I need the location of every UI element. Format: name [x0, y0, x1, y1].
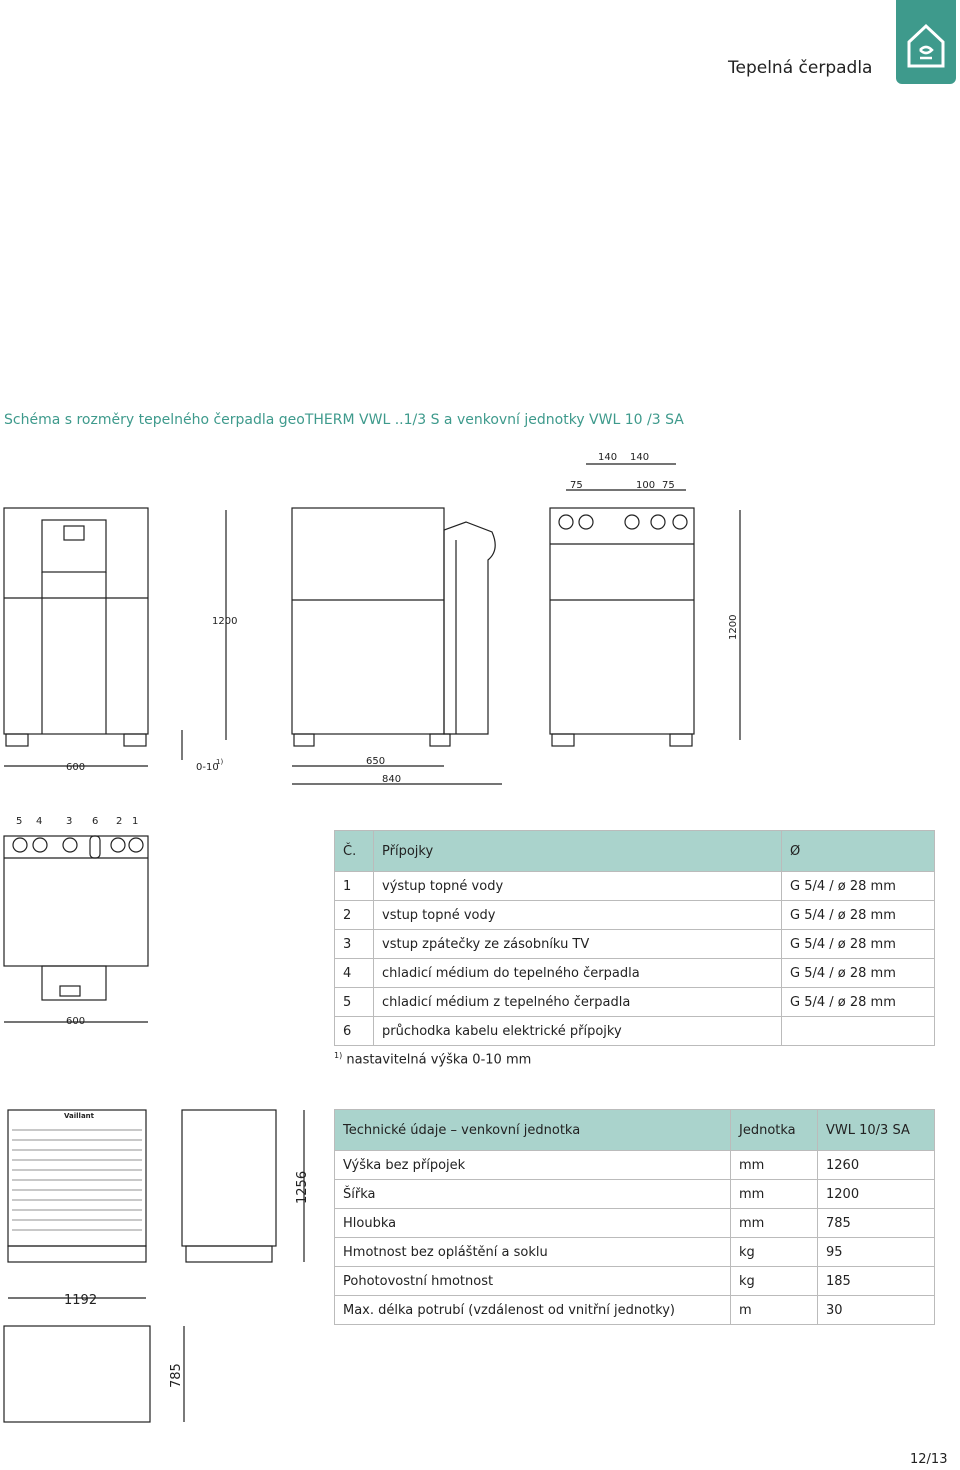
house-heat-pump-icon	[896, 0, 956, 84]
table-row	[335, 988, 935, 1017]
row-connection: chladicí médium do tepelného čerpadla	[374, 959, 782, 988]
page-number: 12/13	[910, 1452, 948, 1467]
row-value: 185	[818, 1267, 935, 1296]
table-row	[335, 901, 935, 930]
row-value: 95	[818, 1238, 935, 1267]
table-row	[335, 1296, 935, 1325]
dim-140-b: 140	[630, 452, 650, 463]
row-unit: m	[731, 1296, 818, 1325]
table-row	[335, 959, 935, 988]
table-row	[335, 1267, 935, 1296]
row-diameter: G 5/4 / ø 28 mm	[782, 959, 935, 988]
table-row	[335, 930, 935, 959]
table-row	[335, 1180, 935, 1209]
col-unit: Jednotka	[731, 1110, 818, 1151]
row-connection: průchodka kabelu elektrické přípojky	[374, 1017, 782, 1046]
row-unit: kg	[731, 1238, 818, 1267]
connector-2: 2	[116, 816, 123, 827]
row-parameter: Hmotnost bez opláštění a soklu	[335, 1238, 731, 1267]
dim-height-1200: 1200	[212, 616, 238, 627]
row-number: 3	[335, 930, 374, 959]
dim-width-600-b: 600	[66, 1016, 86, 1027]
row-diameter: G 5/4 / ø 28 mm	[782, 901, 935, 930]
row-unit: mm	[731, 1151, 818, 1180]
table-row	[335, 872, 935, 901]
tech-table	[334, 1109, 935, 1325]
dim-adjust-note: 1)	[216, 758, 224, 766]
row-value: 785	[818, 1209, 935, 1238]
header-title: Tepelná čerpadla	[728, 58, 873, 78]
connections-header-row	[335, 831, 935, 872]
dim-100: 100	[636, 480, 656, 491]
row-connection: chladicí médium z tepelného čerpadla	[374, 988, 782, 1017]
row-connection: vstup zpátečky ze zásobníku TV	[374, 930, 782, 959]
row-value: 1200	[818, 1180, 935, 1209]
table-row	[335, 1209, 935, 1238]
row-parameter: Pohotovostní hmotnost	[335, 1267, 731, 1296]
row-diameter: G 5/4 / ø 28 mm	[782, 930, 935, 959]
row-value: 1260	[818, 1151, 935, 1180]
tech-header-row	[335, 1110, 935, 1151]
dim-outdoor-width: 1192	[64, 1293, 98, 1308]
col-parameter: Technické údaje – venkovní jednotka	[335, 1110, 731, 1151]
connections-table	[334, 830, 935, 1046]
footnote	[334, 1051, 531, 1067]
col-connection: Přípojky	[374, 831, 782, 872]
connector-3: 3	[66, 816, 73, 827]
connector-5: 5	[16, 816, 23, 827]
section-title: Schéma s rozměry tepelného čerpadla geoTHERM VWL ..1/3 S a venkovní jednotky VWL 10 /3 SA	[4, 412, 684, 428]
row-connection: výstup topné vody	[374, 872, 782, 901]
connector-6: 6	[92, 816, 99, 827]
table-row	[335, 1017, 935, 1046]
col-number: Č.	[335, 831, 374, 872]
connector-1: 1	[132, 816, 139, 827]
dim-outdoor-height: 1256	[295, 1170, 310, 1204]
dim-outdoor-depth: 785	[169, 1363, 184, 1388]
row-number: 4	[335, 959, 374, 988]
row-number: 2	[335, 901, 374, 930]
row-diameter: G 5/4 / ø 28 mm	[782, 872, 935, 901]
table-row	[335, 1238, 935, 1267]
col-diameter: Ø	[782, 831, 935, 872]
col-value: VWL 10/3 SA	[818, 1110, 935, 1151]
row-unit: mm	[731, 1209, 818, 1238]
brand-label: Vaillant	[64, 1112, 95, 1120]
row-parameter: Šířka	[335, 1180, 731, 1209]
row-diameter: G 5/4 / ø 28 mm	[782, 988, 935, 1017]
row-value: 30	[818, 1296, 935, 1325]
row-number: 6	[335, 1017, 374, 1046]
dim-adjust: 0-10	[196, 762, 219, 773]
row-unit: mm	[731, 1180, 818, 1209]
footnote-mark: 1)	[334, 1051, 343, 1060]
dim-depth-840: 840	[382, 774, 402, 785]
connector-4: 4	[36, 816, 43, 827]
dim-75-b: 75	[662, 480, 675, 491]
row-parameter: Max. délka potrubí (vzdálenost od vnitřní jednotky)	[335, 1296, 731, 1325]
table-row	[335, 1151, 935, 1180]
row-parameter: Výška bez přípojek	[335, 1151, 731, 1180]
dim-75-a: 75	[570, 480, 583, 491]
row-number: 1	[335, 872, 374, 901]
row-diameter	[782, 1017, 935, 1046]
row-parameter: Hloubka	[335, 1209, 731, 1238]
dim-width-600: 600	[66, 762, 86, 773]
row-number: 5	[335, 988, 374, 1017]
footnote-text: nastavitelná výška 0-10 mm	[346, 1052, 532, 1068]
dim-140-a: 140	[598, 452, 618, 463]
row-connection: vstup topné vody	[374, 901, 782, 930]
dim-depth-650: 650	[366, 756, 386, 767]
row-unit: kg	[731, 1267, 818, 1296]
dim-height-1200-b: 1200	[728, 614, 739, 640]
